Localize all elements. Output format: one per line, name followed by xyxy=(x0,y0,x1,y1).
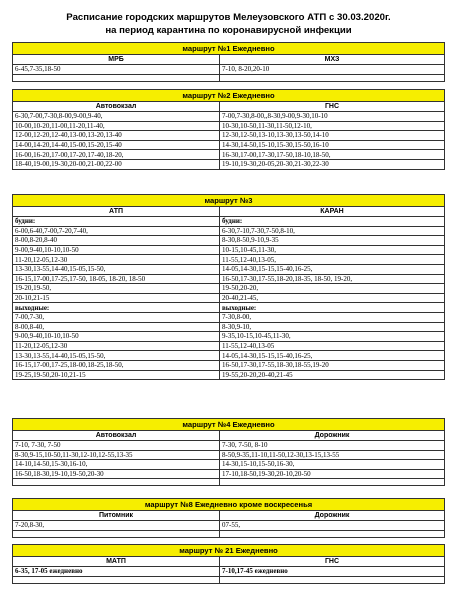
document-subtitle: на период карантина по коронавирусной инфекции xyxy=(105,25,352,36)
schedule-cell: 14-05,14-30,15-15,15-40,16-25, xyxy=(220,351,445,361)
schedule-cell: 14-10,14-50,15-30,16-10, xyxy=(13,460,220,470)
route-header: маршрут №1 Ежедневно xyxy=(13,43,445,55)
schedule-cell xyxy=(13,74,220,81)
schedule-cell xyxy=(220,74,445,81)
schedule-cell: 9-00,9-40,10-10,10-50 xyxy=(13,245,220,255)
schedule-cell: 14-05,14-30,15-15,15-40,16-25, xyxy=(220,264,445,274)
route-1-table xyxy=(12,42,445,82)
schedule-cell: 10-15,10-45,11-30, xyxy=(220,245,445,255)
stop-left: Автовокзал xyxy=(13,431,220,441)
route-header: маршрут № 21 Ежедневно xyxy=(13,545,445,557)
route-header: маршрут №4 Ежедневно xyxy=(13,419,445,431)
schedule-cell xyxy=(220,576,445,583)
schedule-cell: 6-30,7-00,7-30,8-00,9-00,9-40, xyxy=(13,112,220,122)
schedule-cell: 14-00,14-20,14-40,15-00,15-20,15-40 xyxy=(13,140,220,150)
schedule-cell: 6-35, 17-05 ежедневно xyxy=(13,567,220,577)
stop-left: Питомник xyxy=(13,511,220,521)
route-header: маршрут №3 xyxy=(13,195,445,207)
schedule-cell: 19-25,19-50,20-10,21-15 xyxy=(13,370,220,380)
route-header: маршрут №8 Ежедневно кроме воскресенья xyxy=(13,499,445,511)
route-4-table xyxy=(12,418,445,486)
stop-right: КАРАН xyxy=(220,207,445,217)
schedule-cell: 7-10,17-45 ежедневно xyxy=(220,567,445,577)
weekend-label: выходные: xyxy=(220,303,445,313)
schedule-cell: 16-15,17-00,17-25,17-50, 18-05, 18-20, 18-50 xyxy=(13,274,220,284)
schedule-cell: 19-20,19-50, xyxy=(13,284,220,294)
schedule-cell: 14-30,14-50,15-10,15-30,15-50,16-10 xyxy=(220,140,445,150)
schedule-cell: 8-30,9-10, xyxy=(220,322,445,332)
stop-left: МРБ xyxy=(13,55,220,65)
schedule-cell: 8-30,9-15,10-50,11-30,12-10,12-55,13-35 xyxy=(13,450,220,460)
route-2-table xyxy=(12,89,445,170)
schedule-cell xyxy=(13,479,220,486)
schedule-cell xyxy=(220,530,445,537)
route-21-table xyxy=(12,544,445,584)
schedule-cell: 19-50,20-20, xyxy=(220,284,445,294)
schedule-cell: 16-50,17-30,17-55,18-20,18-35, 18-50, 19-20, xyxy=(220,274,445,284)
schedule-cell: 14-30,15-10,15-50,16-30, xyxy=(220,460,445,470)
route-8-table xyxy=(12,498,445,538)
schedule-cell: 8-50,9-35,11-10,11-50,12-30,13-15,13-55 xyxy=(220,450,445,460)
schedule-cell: 9-00,9-40,10-10,10-50 xyxy=(13,332,220,342)
schedule-cell: 16-00,16-20,17-00,17-20,17-40,18-20, xyxy=(13,150,220,160)
schedule-cell: 6-45,7-35,18-50 xyxy=(13,65,220,75)
schedule-cell: 7-30,8-00, xyxy=(220,312,445,322)
schedule-cell: 16-30,17-00,17-30,17-50,18-10,18-50, xyxy=(220,150,445,160)
schedule-cell: 7-00,7-30, xyxy=(13,312,220,322)
schedule-cell: 17-10,18-50,19-30,20-10,20-50 xyxy=(220,469,445,479)
schedule-cell xyxy=(13,530,220,537)
schedule-cell: 7-10, 8-20,20-10 xyxy=(220,65,445,75)
weekend-label: выходные: xyxy=(13,303,220,313)
schedule-cell: 10-30,10-50,11-30,11-50,12-10, xyxy=(220,121,445,131)
stop-left: МАТП xyxy=(13,557,220,567)
schedule-cell: 6-30,7-10,7-30,7-50,8-10, xyxy=(220,226,445,236)
schedule-cell: 12-00,12-20,12-40,13-00,13-20,13-40 xyxy=(13,131,220,141)
schedule-cell: 7-20,8-30, xyxy=(13,521,220,531)
schedule-cell: 11-20,12-05,12-30 xyxy=(13,341,220,351)
document-title: Расписание городских маршрутов Мелеузовского АТП с 30.03.2020г. xyxy=(66,12,391,23)
schedule-cell: 9-35,10-15,10-45,11-30, xyxy=(220,332,445,342)
schedule-cell: 11-20,12-05,12-30 xyxy=(13,255,220,265)
stop-right: Дорожник xyxy=(220,431,445,441)
stop-right: ГНС xyxy=(220,557,445,567)
schedule-cell: 7-30, 7-50, 8-10 xyxy=(220,441,445,451)
schedule-cell: 11-55,12-40,13-05, xyxy=(220,255,445,265)
schedule-cell: 16-50,18-30,19-10,19-50,20-30 xyxy=(13,469,220,479)
schedule-cell: 07-55, xyxy=(220,521,445,531)
weekday-label: будни: xyxy=(220,217,445,227)
schedule-cell: 13-30,13-55,14-40,15-05,15-50, xyxy=(13,264,220,274)
schedule-cell: 6-00,6-40,7-00,7-20,7-40, xyxy=(13,226,220,236)
schedule-cell xyxy=(220,479,445,486)
schedule-cell: 8-30,8-50,9-10,9-35 xyxy=(220,236,445,246)
schedule-cell: 7-10, 7-30, 7-50 xyxy=(13,441,220,451)
schedule-cell xyxy=(13,576,220,583)
stop-right: ГНС xyxy=(220,102,445,112)
schedule-cell: 7-00,7-30,8-00,,8-30,9-00,9-30,10-10 xyxy=(220,112,445,122)
schedule-cell: 10-00,10-20,11-00,11-20,11-40, xyxy=(13,121,220,131)
stop-left: Автовокзал xyxy=(13,102,220,112)
schedule-cell: 20-10,21-15 xyxy=(13,293,220,303)
schedule-cell: 8-00,8-40, xyxy=(13,322,220,332)
schedule-cell: 19-55,20-20,20-40,21-45 xyxy=(220,370,445,380)
schedule-cell: 8-00,8-20,8-40 xyxy=(13,236,220,246)
route-header: маршрут №2 Ежедневно xyxy=(13,90,445,102)
schedule-cell: 13-30,13-55,14-40,15-05,15-50, xyxy=(13,351,220,361)
schedule-cell: 11-55,12-40,13-05 xyxy=(220,341,445,351)
stop-right: Дорожник xyxy=(220,511,445,521)
schedule-cell: 16-15,17-00,17-25,18-00,18-25,18-50, xyxy=(13,360,220,370)
schedule-cell: 20-40,21-45, xyxy=(220,293,445,303)
schedule-cell: 16-50,17-30,17-55,18-30,18-55,19-20 xyxy=(220,360,445,370)
stop-right: МХЗ xyxy=(220,55,445,65)
route-3-table xyxy=(12,194,445,380)
schedule-cell: 19-10,19-30,20-05,20-30,21-30,22-30 xyxy=(220,159,445,169)
schedule-cell: 12-30,12-50,13-10,13-30,13-50,14-10 xyxy=(220,131,445,141)
schedule-cell: 18-40,19-00,19-30,20-00,21-00,22-00 xyxy=(13,159,220,169)
weekday-label: будни: xyxy=(13,217,220,227)
stop-left: АТП xyxy=(13,207,220,217)
